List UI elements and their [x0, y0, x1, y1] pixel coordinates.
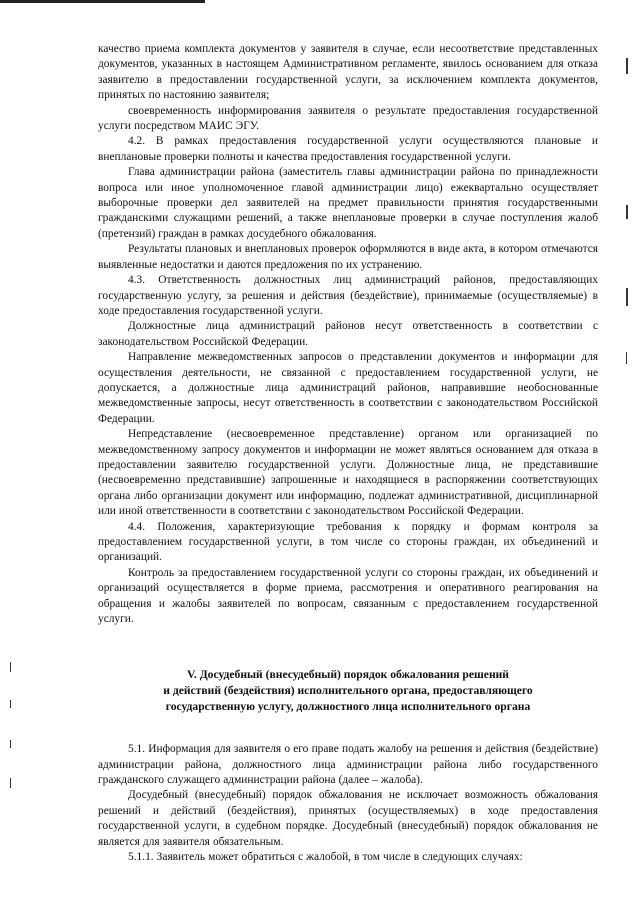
scan-margin-mark	[626, 288, 628, 306]
paragraph: своевременность информирования заявителя о результате предоставления государственной услуги посредством МАИС ЭГУ.	[98, 104, 598, 133]
spacer	[98, 714, 598, 742]
paragraph: Досудебный (внесудебный) порядок обжалования не исключает возможность обжалования решений и действий (бездействия), принятых (осуществляемых) в ходе предоставления государственной услуги, в судебном порядке. Досудебный (внесудебный) порядок обжалования не является для заявителя обязательным.	[98, 789, 598, 848]
scan-margin-mark	[10, 662, 11, 672]
paragraph: 5.1. Информация для заявителя о его праве подать жалобу на решения и действия (бездействие) администрации района, должностного лица администрации района либо государственного гражданского служащего администрации района (далее – жалоба).	[98, 743, 598, 787]
scan-top-rule	[0, 0, 205, 3]
paragraph: Направление межведомственных запросов о представлении документов и информации для осуществления деятельности, не связанной с предоставлением государственной услуги, не допускается, а должностные лица администраций районов, направившие необоснованные межведомственные запросы, несут ответственность в соответствии с законодательством Российской Федерации.	[98, 351, 598, 425]
scan-margin-mark	[10, 778, 11, 788]
paragraph: 5.1.1. Заявитель может обратиться с жалобой, в том числе в следующих случаях:	[128, 851, 523, 864]
paragraph: Должностные лица администраций районов несут ответственность в соответствии с законодательством Российской Федерации.	[98, 320, 598, 348]
paragraph: Непредставление (несвоевременное представление) органом или организацией по межведомственному запросу документов и информации не может являться основанием для отказа в предоставлении заявителю государственной услуги. Должностные лица, не представившие (несвоевременно представившие) запрошенные и находящиеся в распоряжении соответствующих органа либо организации документ или информацию, подлежат административной, дисциплинарной или иной ответственности в соответствии с законодательством Российской Федерации.	[98, 428, 598, 518]
scan-margin-mark	[626, 352, 627, 364]
scan-margin-mark	[626, 58, 628, 74]
scan-margin-mark	[10, 700, 11, 708]
paragraph: 4.2. В рамках предоставления государственной услуги осуществляются плановые и внеплановые проверки полноты и качества предоставления государственной услуги.	[98, 135, 598, 163]
section-heading	[98, 667, 598, 714]
scan-margin-mark	[10, 740, 11, 748]
paragraph: Контроль за предоставлением государственной услуги со стороны граждан, их объединений и организаций осуществляется в форме приема, рассмотрения и оперативного реагирования на обращения и жалобы заявителей по вопросам, связанным с предоставлением государственной услуги.	[98, 566, 598, 626]
section-heading-line: V. Досудебный (внесудебный) порядок обжалования решений	[187, 668, 509, 682]
document-body	[98, 42, 598, 865]
section-heading-line: и действий (бездействия) исполнительного органа, предоставляющего	[163, 684, 533, 698]
paragraph: качество приема комплекта документов у заявителя в случае, если несоответствие представленных документов, указанных в настоящем Административном регламенте, явилось основанием для отказа заявителю в предоставлении государственной услуги, за исключением комплекта документов, принятых по настоянию заявителя;	[98, 43, 598, 102]
paragraph: Результаты плановых и внеплановых проверок оформляются в виде акта, в котором отмечаются выявленные недостатки и даются предложения по их устранению.	[98, 243, 598, 271]
paragraph: 4.3. Ответственность должностных лиц администраций районов, предоставляющих государственную услугу, за решения и действия (бездействие), принимаемые (осуществляемые) в ходе предоставления государственной услуги.	[98, 274, 598, 317]
scan-margin-mark	[626, 205, 628, 219]
section-heading-line: государственную услугу, должностного лица исполнительного органа	[165, 699, 531, 713]
paragraph: 4.4. Положения, характеризующие требования к порядку и формам контроля за предоставлением государственной услуги, в том числе со стороны граждан, их объединений и организаций.	[98, 520, 598, 564]
paragraph: Глава администрации района (заместитель главы администрации района по принадлежности вопроса или иное уполномоченное главой администрации лицо) ежеквартально осуществляет выборочные проверки дел заявителей на предмет правильности принятия государственными гражданскими служащими решений, а также внеплановые проверки в случае поступления жалоб (претензий) граждан в рамках досудебного обжалования.	[98, 166, 598, 240]
